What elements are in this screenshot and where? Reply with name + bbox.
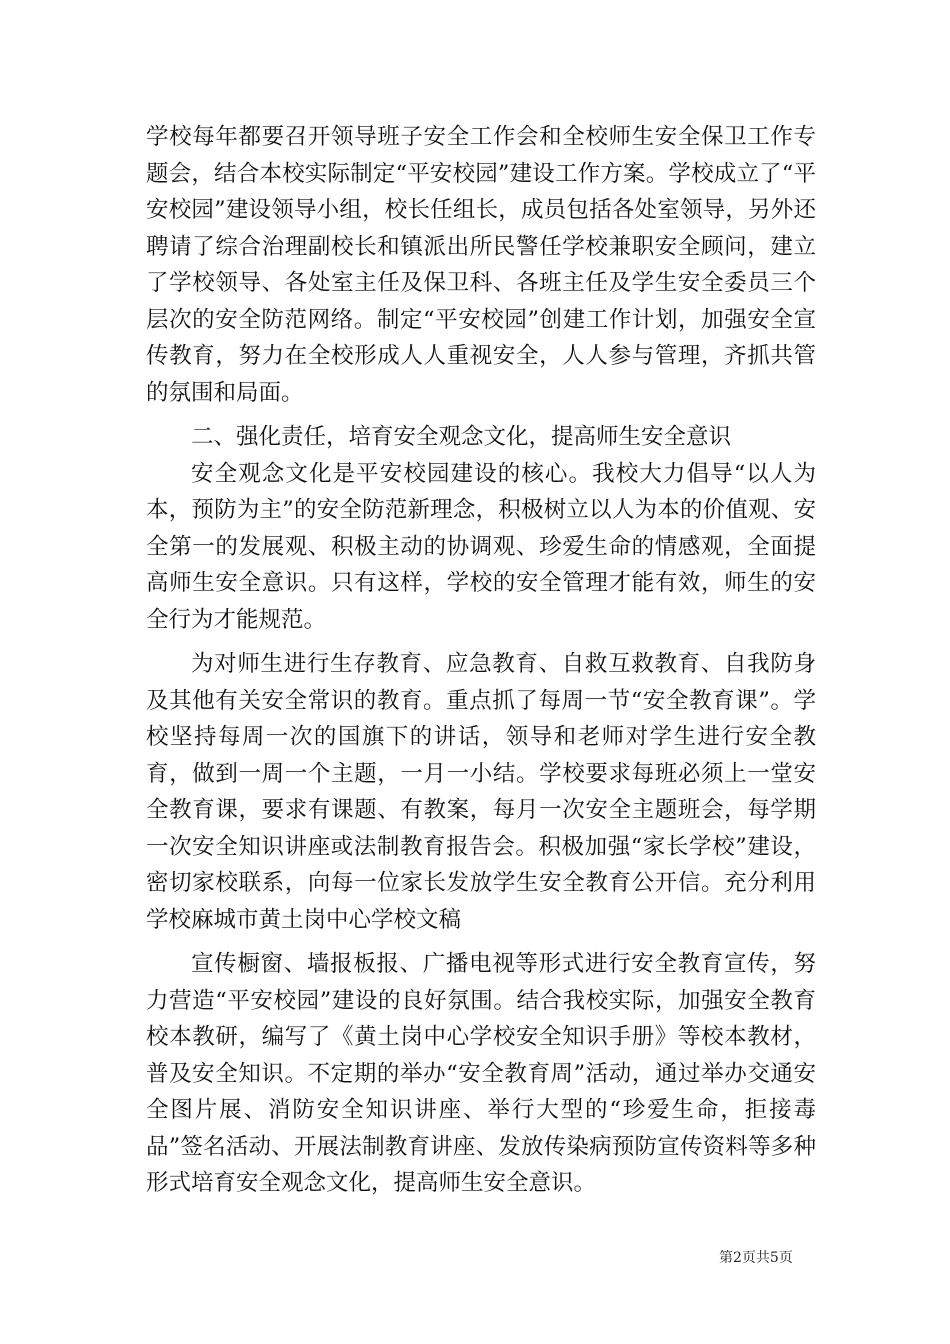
paragraph-4: 宣传橱窗、墙报板报、广播电视等形式进行安全教育宣传，努力营造“平安校园”建设的良好氛围。结合我校实际，加强安全教育校本教研，编写了《黄土岗中心学校安全知识手册》等校本教材，普及安全知识。不定期的举办“安全教育周”活动，通过举办交通安全图片展、消防安全知识讲座、举行大型的“珍爱生命，拒接毒品”签名活动、开展法制教育讲座、发放传染病预防宣传资料等多种形式培育安全观念文化，提高师生安全意识。 bbox=[146, 951, 816, 1196]
document-body bbox=[146, 119, 816, 1202]
paragraph-2: 安全观念文化是平安校园建设的核心。我校大力倡导“以人为本，预防为主”的安全防范新理念，积极树立以人为本的价值观、安全第一的发展观、积极主动的协调观、珍爱生命的情感观，全面提高师生安全意识。只有这样，学校的安全管理才能有效，师生的安全行为才能规范。 bbox=[146, 460, 816, 633]
section-heading: 二、强化责任，培育安全观念文化，提高师生安全意识 bbox=[191, 424, 732, 450]
paragraph-3: 为对师生进行生存教育、应急教育、自救互救教育、自我防身及其他有关安全常识的教育。重点抓了每周一节“安全教育课”。学校坚持每周一次的国旗下的讲话，领导和老师对学生进行安全教育，做到一周一个主题，一月一小结。学校要求每班必须上一堂安全教育课，要求有课题、有教案，每月一次安全主题班会，每学期一次安全知识讲座或法制教育报告会。积极加强“家长学校”建设，密切家校联系，向每一位家长发放学生安全教育公开信。充分利用学校麻城市黄土岗中心学校文稿 bbox=[146, 651, 816, 933]
page-number: 第2页共5页 bbox=[719, 1250, 793, 1266]
paragraph-1: 学校每年都要召开领导班子安全工作会和全校师生安全保卫工作专题会，结合本校实际制定“平安校园”建设工作方案。学校成立了“平安校园”建设领导小组，校长任组长，成员包括各处室领导，另外还聘请了综合治理副校长和镇派出所民警任学校兼职安全顾问，建立了学校领导、各处室主任及保卫科、各班主任及学生安全委员三个层次的安全防范网络。制定“平安校园”创建工作计划，加强安全宣传教育，努力在全校形成人人重视安全，人人参与管理，齐抓共管的氛围和局面。 bbox=[146, 124, 816, 406]
